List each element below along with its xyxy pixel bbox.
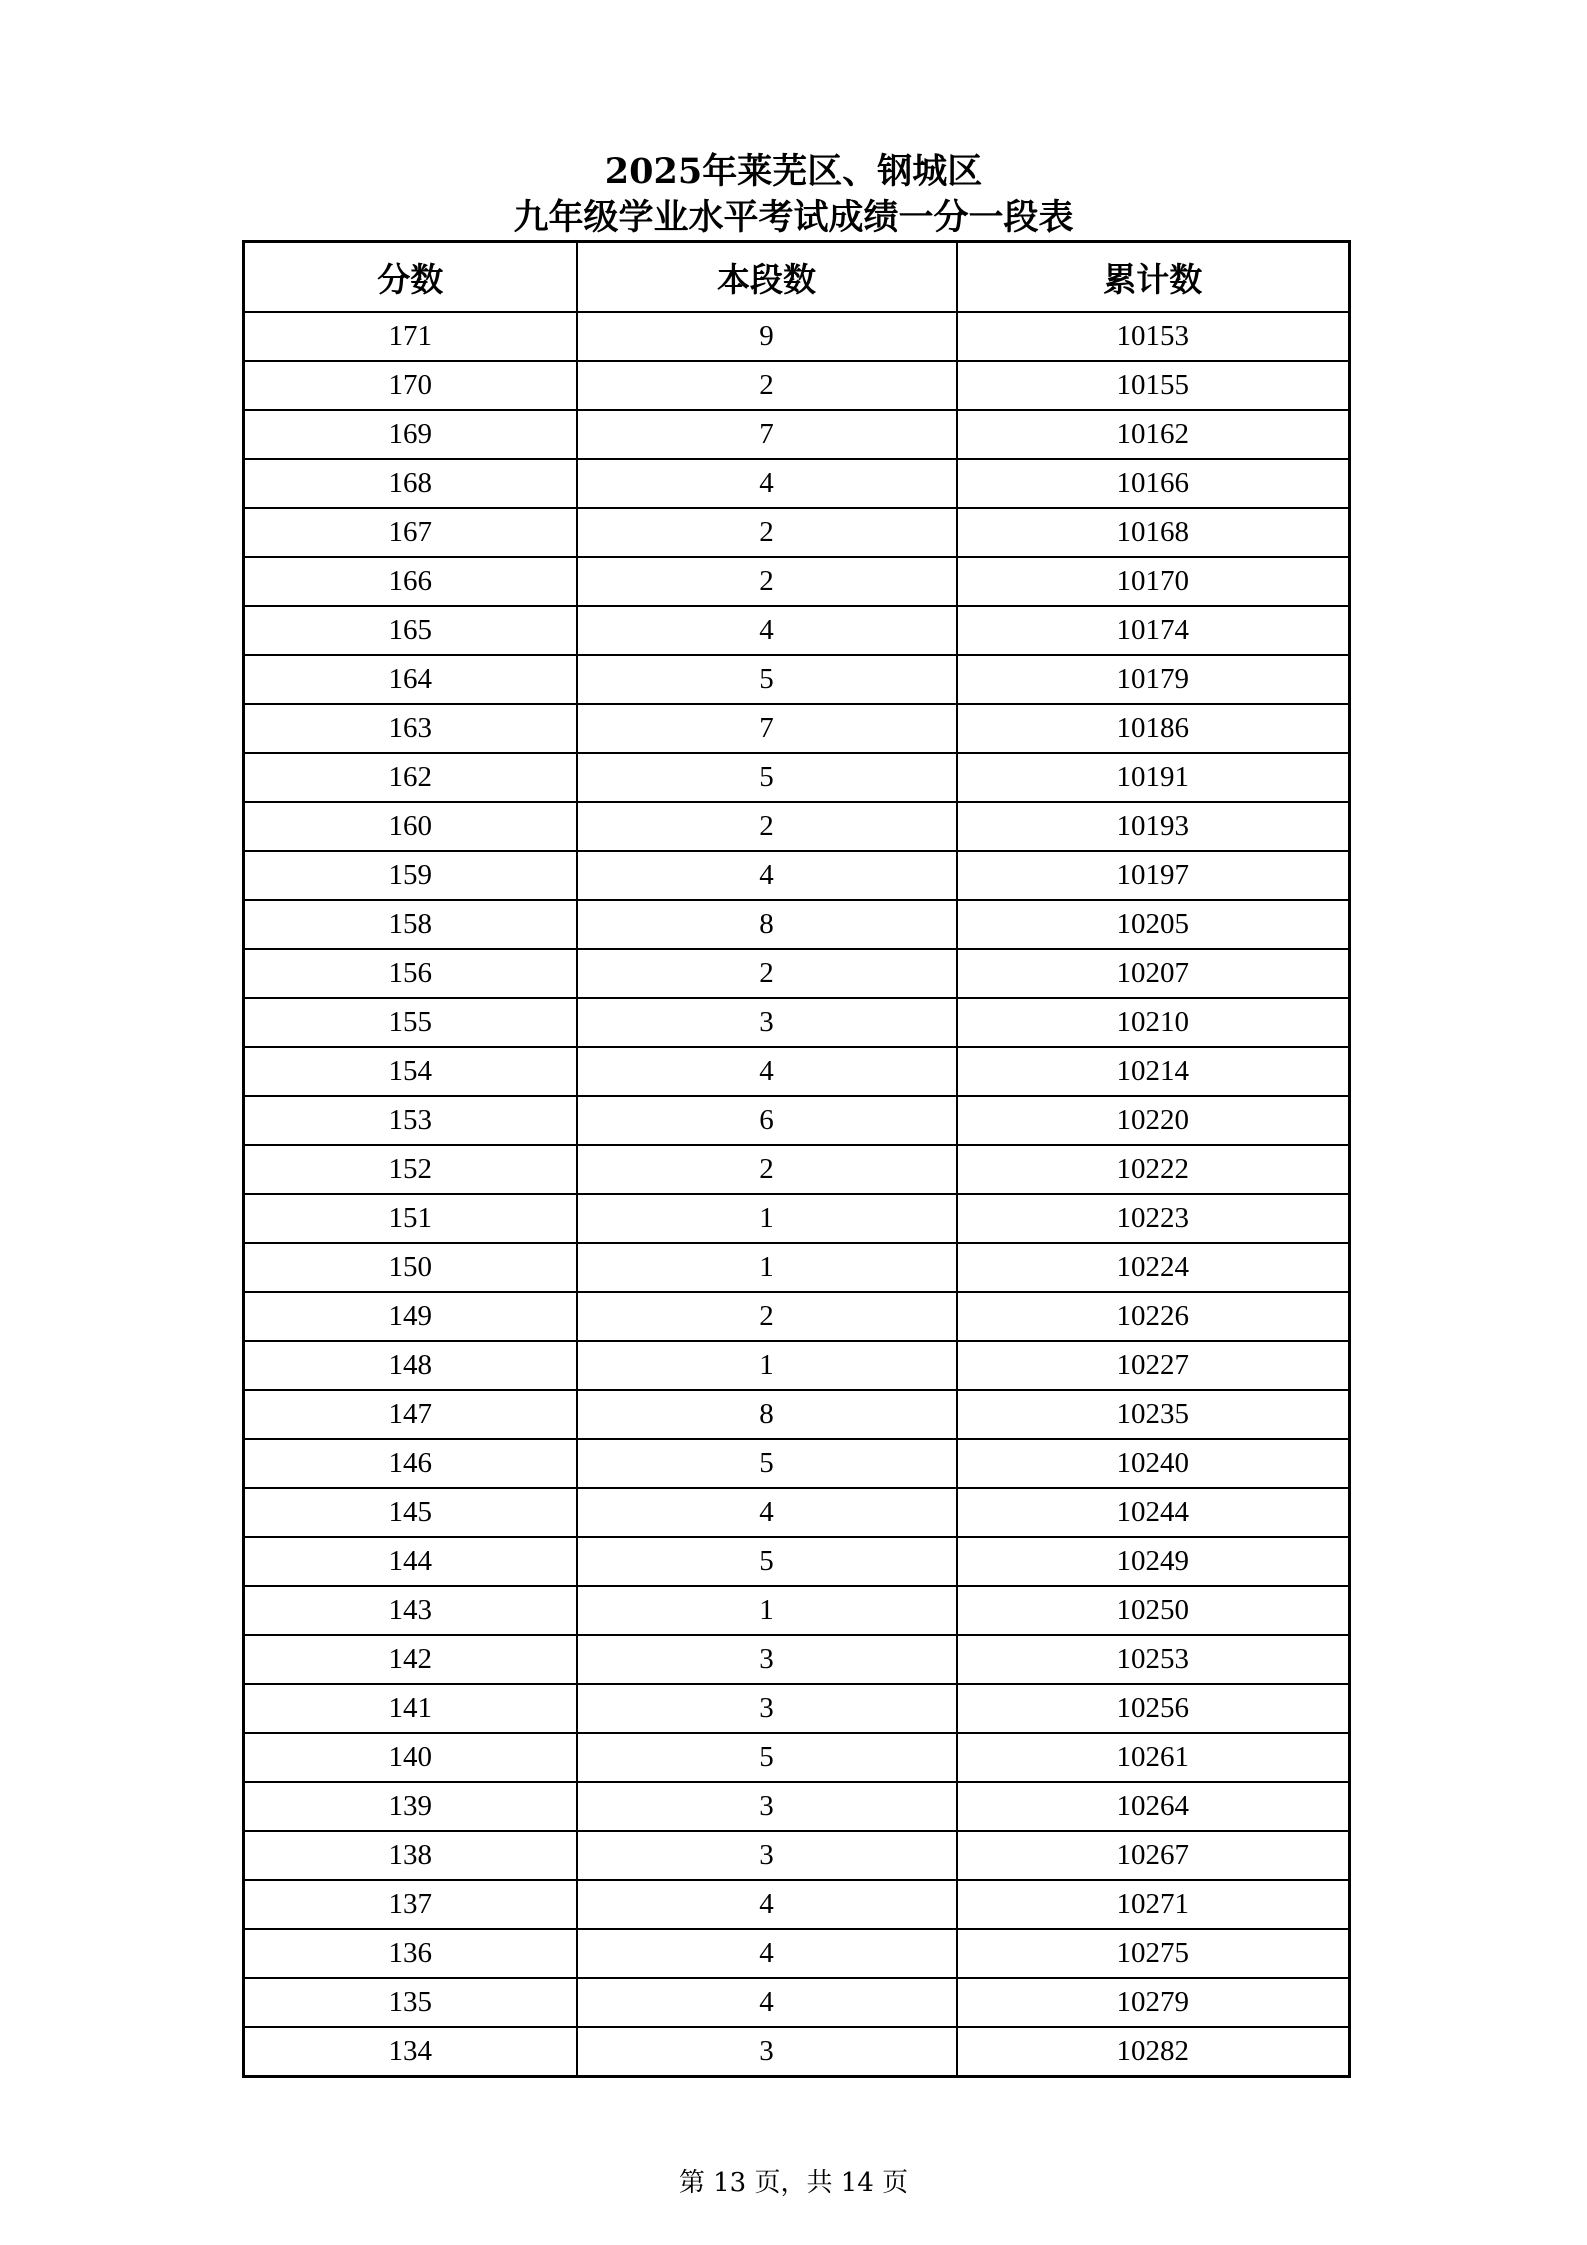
cumulative-count-cell: 10275 [957,1929,1350,1978]
table-row [244,998,1350,1047]
table-row [244,1635,1350,1684]
table-row [244,1978,1350,2027]
table-row [244,2027,1350,2077]
score-cell: 153 [244,1096,577,1145]
segment-count-cell: 3 [577,1635,957,1684]
score-cell: 163 [244,704,577,753]
table-row [244,1047,1350,1096]
cumulative-count-cell: 10227 [957,1341,1350,1390]
score-cell: 136 [244,1929,577,1978]
score-cell: 135 [244,1978,577,2027]
score-cell: 154 [244,1047,577,1096]
segment-count-cell: 4 [577,606,957,655]
table-row [244,1684,1350,1733]
cumulative-count-cell: 10271 [957,1880,1350,1929]
segment-count-cell: 2 [577,802,957,851]
segment-count-cell: 9 [577,312,957,361]
segment-count-cell: 1 [577,1341,957,1390]
segment-count-cell: 1 [577,1243,957,1292]
segment-count-cell: 4 [577,459,957,508]
score-cell: 142 [244,1635,577,1684]
segment-count-cell: 2 [577,949,957,998]
cumulative-count-cell: 10174 [957,606,1350,655]
cumulative-count-cell: 10244 [957,1488,1350,1537]
table-body [244,312,1350,2077]
table-row [244,949,1350,998]
cumulative-count-cell: 10205 [957,900,1350,949]
table-row [244,802,1350,851]
page-number-footer: 第 13 页，共 14 页 [678,2168,909,2198]
score-cell: 152 [244,1145,577,1194]
score-cell: 149 [244,1292,577,1341]
score-cell: 158 [244,900,577,949]
cumulative-count-cell: 10210 [957,998,1350,1047]
table-row [244,557,1350,606]
score-cell: 155 [244,998,577,1047]
segment-count-cell: 5 [577,1439,957,1488]
segment-count-cell: 4 [577,1978,957,2027]
score-distribution-table [242,240,1351,2078]
score-cell: 150 [244,1243,577,1292]
score-cell: 144 [244,1537,577,1586]
table-row [244,1586,1350,1635]
score-cell: 140 [244,1733,577,1782]
header-segment-count: 本段数 [577,242,957,313]
document-title-line-2: 九年级学业水平考试成绩一分一段表 [513,197,1074,238]
score-cell: 166 [244,557,577,606]
score-cell: 171 [244,312,577,361]
segment-count-cell: 7 [577,704,957,753]
table-row [244,410,1350,459]
cumulative-count-cell: 10226 [957,1292,1350,1341]
cumulative-count-cell: 10261 [957,1733,1350,1782]
score-cell: 151 [244,1194,577,1243]
cumulative-count-cell: 10223 [957,1194,1350,1243]
score-cell: 169 [244,410,577,459]
segment-count-cell: 1 [577,1194,957,1243]
cumulative-count-cell: 10214 [957,1047,1350,1096]
score-cell: 167 [244,508,577,557]
score-cell: 168 [244,459,577,508]
cumulative-count-cell: 10235 [957,1390,1350,1439]
score-cell: 139 [244,1782,577,1831]
cumulative-count-cell: 10197 [957,851,1350,900]
score-cell: 164 [244,655,577,704]
cumulative-count-cell: 10240 [957,1439,1350,1488]
table-row [244,1341,1350,1390]
table-row [244,459,1350,508]
score-cell: 146 [244,1439,577,1488]
segment-count-cell: 8 [577,1390,957,1439]
cumulative-count-cell: 10256 [957,1684,1350,1733]
score-cell: 137 [244,1880,577,1929]
cumulative-count-cell: 10186 [957,704,1350,753]
cumulative-count-cell: 10250 [957,1586,1350,1635]
segment-count-cell: 6 [577,1096,957,1145]
segment-count-cell: 8 [577,900,957,949]
cumulative-count-cell: 10249 [957,1537,1350,1586]
document-title-line-1: 2025年莱芜区、钢城区 [604,151,983,192]
segment-count-cell: 2 [577,361,957,410]
cumulative-count-cell: 10264 [957,1782,1350,1831]
segment-count-cell: 4 [577,1929,957,1978]
table-row [244,704,1350,753]
segment-count-cell: 1 [577,1586,957,1635]
score-cell: 138 [244,1831,577,1880]
segment-count-cell: 4 [577,851,957,900]
table-row [244,1733,1350,1782]
cumulative-count-cell: 10179 [957,655,1350,704]
segment-count-cell: 3 [577,1831,957,1880]
table-row [244,1194,1350,1243]
cumulative-count-cell: 10253 [957,1635,1350,1684]
header-cumulative-count: 累计数 [957,242,1350,313]
segment-count-cell: 4 [577,1880,957,1929]
table-row [244,361,1350,410]
segment-count-cell: 2 [577,508,957,557]
table-row [244,508,1350,557]
table-row [244,1929,1350,1978]
table-row [244,1243,1350,1292]
cumulative-count-cell: 10166 [957,459,1350,508]
cumulative-count-cell: 10207 [957,949,1350,998]
table-row [244,1537,1350,1586]
cumulative-count-cell: 10153 [957,312,1350,361]
table-row [244,1880,1350,1929]
score-cell: 159 [244,851,577,900]
table-row [244,1831,1350,1880]
table-row [244,1782,1350,1831]
cumulative-count-cell: 10220 [957,1096,1350,1145]
cumulative-count-cell: 10168 [957,508,1350,557]
score-cell: 134 [244,2027,577,2077]
segment-count-cell: 4 [577,1047,957,1096]
score-cell: 165 [244,606,577,655]
segment-count-cell: 5 [577,1537,957,1586]
segment-count-cell: 4 [577,1488,957,1537]
table-row [244,606,1350,655]
score-cell: 156 [244,949,577,998]
segment-count-cell: 3 [577,998,957,1047]
score-cell: 170 [244,361,577,410]
score-cell: 147 [244,1390,577,1439]
segment-count-cell: 5 [577,1733,957,1782]
segment-count-cell: 2 [577,1292,957,1341]
cumulative-count-cell: 10162 [957,410,1350,459]
cumulative-count-cell: 10267 [957,1831,1350,1880]
segment-count-cell: 5 [577,655,957,704]
cumulative-count-cell: 10191 [957,753,1350,802]
segment-count-cell: 3 [577,2027,957,2077]
table-row [244,900,1350,949]
cumulative-count-cell: 10170 [957,557,1350,606]
table-row [244,1096,1350,1145]
cumulative-count-cell: 10279 [957,1978,1350,2027]
table-row [244,312,1350,361]
segment-count-cell: 7 [577,410,957,459]
score-cell: 160 [244,802,577,851]
cumulative-count-cell: 10224 [957,1243,1350,1292]
table-row [244,1292,1350,1341]
segment-count-cell: 3 [577,1684,957,1733]
table-row [244,1390,1350,1439]
cumulative-count-cell: 10222 [957,1145,1350,1194]
score-cell: 148 [244,1341,577,1390]
table-row [244,1145,1350,1194]
table-row [244,655,1350,704]
score-cell: 141 [244,1684,577,1733]
table-header-row [244,242,1350,313]
cumulative-count-cell: 10282 [957,2027,1350,2077]
table-row [244,1488,1350,1537]
cumulative-count-cell: 10155 [957,361,1350,410]
header-score: 分数 [244,242,577,313]
score-cell: 143 [244,1586,577,1635]
table-row [244,1439,1350,1488]
table-row [244,753,1350,802]
segment-count-cell: 2 [577,557,957,606]
segment-count-cell: 3 [577,1782,957,1831]
score-cell: 145 [244,1488,577,1537]
score-cell: 162 [244,753,577,802]
segment-count-cell: 2 [577,1145,957,1194]
cumulative-count-cell: 10193 [957,802,1350,851]
segment-count-cell: 5 [577,753,957,802]
table-row [244,851,1350,900]
